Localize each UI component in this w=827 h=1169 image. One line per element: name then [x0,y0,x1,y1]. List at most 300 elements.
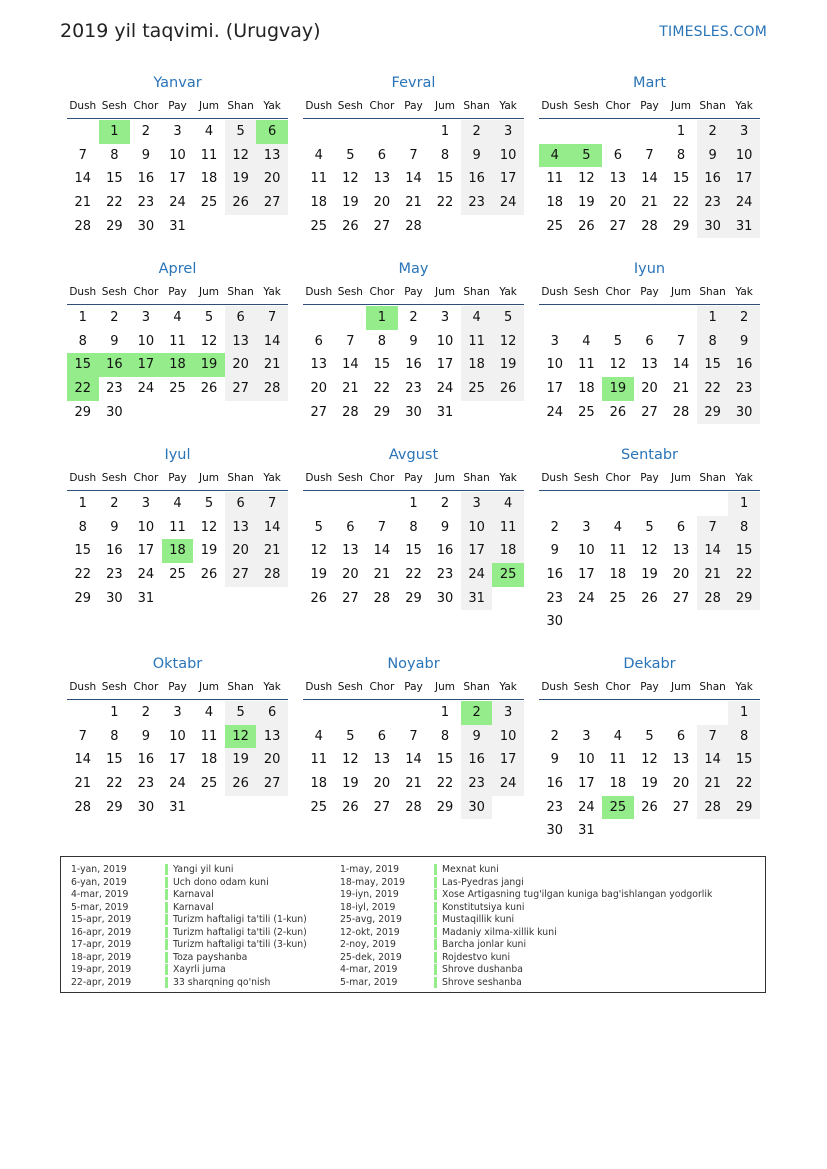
day-cell[interactable]: 2 [409,310,418,325]
holiday-day-cell[interactable]: 19 [602,377,634,401]
day-cell[interactable]: 26 [609,404,627,420]
day-cell[interactable]: 10 [137,333,155,349]
day-cell[interactable]: 4 [492,492,524,516]
day-cell[interactable]: 6 [676,728,686,744]
day-cell[interactable]: 17 [461,539,493,563]
day-cell[interactable]: 9 [728,330,760,354]
day-cell[interactable]: 12 [342,171,359,187]
day-cell[interactable]: 8 [728,516,760,540]
day-cell[interactable]: 18 [200,752,218,768]
day-cell[interactable]: 8 [440,728,450,744]
day-cell[interactable]: 25 [169,381,186,397]
holiday-day-cell[interactable]: 22 [67,377,99,401]
day-cell[interactable]: 16 [697,167,729,191]
day-cell[interactable]: 22 [672,195,690,211]
day-cell[interactable]: 14 [74,171,92,187]
day-cell[interactable]: 14 [342,357,359,373]
day-cell[interactable]: 24 [137,381,155,397]
day-cell[interactable]: 13 [342,543,359,559]
day-cell[interactable]: 23 [436,567,454,583]
day-cell[interactable]: 23 [137,776,155,792]
day-cell[interactable]: 16 [461,748,493,772]
day-cell[interactable]: 3 [728,120,760,144]
day-cell[interactable]: 28 [672,404,690,420]
day-cell[interactable]: 18 [609,567,627,583]
day-cell[interactable]: 24 [436,381,454,397]
day-cell[interactable]: 9 [697,144,729,168]
holiday-day-cell[interactable]: 17 [130,353,162,377]
day-cell[interactable]: 14 [405,171,422,187]
day-cell[interactable]: 30 [405,404,422,420]
day-cell[interactable]: 16 [461,167,493,191]
day-cell[interactable]: 29 [728,587,760,611]
day-cell[interactable]: 13 [310,357,328,373]
day-cell[interactable]: 11 [200,728,218,744]
day-cell[interactable]: 29 [436,799,454,815]
day-cell[interactable]: 3 [141,496,151,511]
day-cell[interactable]: 15 [74,543,92,559]
day-cell[interactable]: 23 [137,195,155,211]
day-cell[interactable]: 13 [672,752,690,768]
day-cell[interactable]: 9 [141,147,151,163]
day-cell[interactable]: 29 [405,590,422,606]
day-cell[interactable]: 2 [550,728,559,744]
day-cell[interactable]: 6 [613,147,623,163]
day-cell[interactable]: 16 [546,776,564,792]
day-cell[interactable]: 24 [461,563,493,587]
day-cell[interactable]: 25 [200,776,218,792]
day-cell[interactable]: 28 [641,218,658,234]
day-cell[interactable]: 13 [609,171,627,187]
day-cell[interactable]: 2 [461,120,493,144]
day-cell[interactable]: 24 [578,590,595,606]
day-cell[interactable]: 1 [110,705,119,720]
day-cell[interactable]: 26 [225,772,257,796]
day-cell[interactable]: 25 [461,377,493,401]
day-cell[interactable]: 13 [256,725,288,749]
day-cell[interactable]: 17 [578,776,595,792]
day-cell[interactable]: 10 [492,144,524,168]
day-cell[interactable]: 16 [137,171,155,187]
holiday-day-cell[interactable]: 25 [492,563,524,587]
day-cell[interactable]: 27 [342,590,359,606]
day-cell[interactable]: 16 [436,543,454,559]
day-cell[interactable]: 31 [578,823,595,839]
day-cell[interactable]: 12 [492,330,524,354]
day-cell[interactable]: 26 [342,218,359,234]
day-cell[interactable]: 28 [256,563,288,587]
day-cell[interactable]: 4 [461,306,493,330]
day-cell[interactable]: 27 [256,191,288,215]
day-cell[interactable]: 15 [436,752,454,768]
day-cell[interactable]: 25 [609,590,627,606]
day-cell[interactable]: 18 [310,195,328,211]
day-cell[interactable]: 6 [225,492,257,516]
day-cell[interactable]: 7 [78,147,87,163]
day-cell[interactable]: 22 [697,377,729,401]
day-cell[interactable]: 10 [169,147,186,163]
day-cell[interactable]: 21 [342,381,359,397]
day-cell[interactable]: 2 [728,306,760,330]
day-cell[interactable]: 24 [492,772,524,796]
day-cell[interactable]: 5 [225,120,257,144]
day-cell[interactable]: 11 [609,752,627,768]
day-cell[interactable]: 21 [697,563,729,587]
day-cell[interactable]: 10 [169,728,186,744]
day-cell[interactable]: 26 [492,377,524,401]
day-cell[interactable]: 8 [78,519,87,535]
day-cell[interactable]: 29 [373,404,391,420]
day-cell[interactable]: 20 [225,539,257,563]
day-cell[interactable]: 14 [697,748,729,772]
day-cell[interactable]: 9 [141,728,151,744]
day-cell[interactable]: 27 [225,377,257,401]
day-cell[interactable]: 1 [409,496,418,511]
day-cell[interactable]: 6 [314,333,323,349]
day-cell[interactable]: 25 [578,404,595,420]
day-cell[interactable]: 7 [697,516,729,540]
day-cell[interactable]: 5 [346,728,355,744]
day-cell[interactable]: 7 [346,333,355,349]
day-cell[interactable]: 27 [373,799,391,815]
day-cell[interactable]: 5 [314,519,323,535]
day-cell[interactable]: 13 [373,752,391,768]
day-cell[interactable]: 14 [256,516,288,540]
day-cell[interactable]: 4 [314,728,323,744]
day-cell[interactable]: 6 [377,147,387,163]
day-cell[interactable]: 27 [256,772,288,796]
day-cell[interactable]: 20 [609,195,627,211]
day-cell[interactable]: 29 [106,218,123,234]
day-cell[interactable]: 17 [546,381,564,397]
day-cell[interactable]: 11 [310,171,328,187]
day-cell[interactable]: 21 [641,195,658,211]
day-cell[interactable]: 17 [492,167,524,191]
holiday-day-cell[interactable]: 1 [99,120,131,144]
day-cell[interactable]: 1 [78,310,87,325]
day-cell[interactable]: 1 [728,492,760,516]
day-cell[interactable]: 19 [225,748,257,772]
day-cell[interactable]: 29 [74,590,92,606]
day-cell[interactable]: 9 [110,519,119,535]
day-cell[interactable]: 30 [137,218,155,234]
day-cell[interactable]: 3 [440,310,450,325]
day-cell[interactable]: 21 [74,195,92,211]
day-cell[interactable]: 2 [141,124,151,139]
day-cell[interactable]: 25 [546,218,564,234]
day-cell[interactable]: 11 [578,357,595,373]
day-cell[interactable]: 29 [106,799,123,815]
day-cell[interactable]: 4 [204,705,214,720]
day-cell[interactable]: 30 [697,215,729,239]
holiday-day-cell[interactable]: 1 [366,306,398,330]
day-cell[interactable]: 7 [256,306,288,330]
day-cell[interactable]: 31 [461,587,493,611]
day-cell[interactable]: 1 [440,705,450,720]
day-cell[interactable]: 12 [310,543,328,559]
day-cell[interactable]: 17 [728,167,760,191]
day-cell[interactable]: 19 [641,776,658,792]
day-cell[interactable]: 5 [645,519,654,535]
day-cell[interactable]: 30 [461,796,493,820]
site-link[interactable]: TIMESLES.COM [659,24,767,40]
day-cell[interactable]: 31 [169,218,186,234]
day-cell[interactable]: 10 [578,752,595,768]
day-cell[interactable]: 20 [342,567,359,583]
day-cell[interactable]: 6 [225,306,257,330]
day-cell[interactable]: 1 [676,124,686,139]
day-cell[interactable]: 8 [440,147,450,163]
day-cell[interactable]: 1 [78,496,87,511]
day-cell[interactable]: 28 [256,377,288,401]
day-cell[interactable]: 22 [106,776,123,792]
day-cell[interactable]: 28 [74,218,92,234]
day-cell[interactable]: 26 [310,590,328,606]
day-cell[interactable]: 26 [225,191,257,215]
day-cell[interactable]: 27 [225,563,257,587]
day-cell[interactable]: 18 [546,195,564,211]
day-cell[interactable]: 6 [377,728,387,744]
day-cell[interactable]: 1 [440,124,450,139]
day-cell[interactable]: 1 [697,306,729,330]
day-cell[interactable]: 15 [672,171,690,187]
day-cell[interactable]: 15 [436,171,454,187]
day-cell[interactable]: 15 [728,539,760,563]
day-cell[interactable]: 22 [106,195,123,211]
day-cell[interactable]: 30 [106,590,123,606]
day-cell[interactable]: 26 [200,567,218,583]
day-cell[interactable]: 5 [346,147,355,163]
day-cell[interactable]: 5 [204,310,214,325]
holiday-day-cell[interactable]: 12 [225,725,257,749]
day-cell[interactable]: 20 [256,167,288,191]
day-cell[interactable]: 8 [110,728,119,744]
day-cell[interactable]: 3 [582,519,591,535]
day-cell[interactable]: 23 [461,191,493,215]
day-cell[interactable]: 23 [546,799,564,815]
day-cell[interactable]: 17 [169,752,186,768]
day-cell[interactable]: 10 [546,357,564,373]
day-cell[interactable]: 19 [200,543,218,559]
day-cell[interactable]: 4 [173,310,182,325]
day-cell[interactable]: 23 [461,772,493,796]
day-cell[interactable]: 19 [225,167,257,191]
day-cell[interactable]: 12 [200,519,218,535]
holiday-day-cell[interactable]: 6 [256,120,288,144]
day-cell[interactable]: 18 [578,381,595,397]
day-cell[interactable]: 12 [609,357,627,373]
day-cell[interactable]: 10 [436,333,454,349]
day-cell[interactable]: 23 [405,381,422,397]
day-cell[interactable]: 30 [137,799,155,815]
day-cell[interactable]: 16 [106,543,123,559]
day-cell[interactable]: 17 [137,543,155,559]
day-cell[interactable]: 29 [74,404,92,420]
holiday-day-cell[interactable]: 25 [602,796,634,820]
day-cell[interactable]: 31 [169,799,186,815]
day-cell[interactable]: 5 [492,306,524,330]
day-cell[interactable]: 30 [728,401,760,425]
day-cell[interactable]: 30 [436,590,454,606]
day-cell[interactable]: 15 [373,357,391,373]
day-cell[interactable]: 12 [641,752,658,768]
day-cell[interactable]: 21 [256,353,288,377]
day-cell[interactable]: 4 [582,333,591,349]
day-cell[interactable]: 9 [550,543,559,559]
day-cell[interactable]: 27 [373,218,391,234]
day-cell[interactable]: 6 [645,333,654,349]
day-cell[interactable]: 22 [436,195,454,211]
day-cell[interactable]: 14 [256,330,288,354]
day-cell[interactable]: 18 [200,171,218,187]
day-cell[interactable]: 11 [609,543,627,559]
day-cell[interactable]: 20 [641,381,658,397]
day-cell[interactable]: 28 [405,218,422,234]
day-cell[interactable]: 9 [461,725,493,749]
day-cell[interactable]: 13 [225,330,257,354]
day-cell[interactable]: 4 [173,496,182,511]
day-cell[interactable]: 29 [697,401,729,425]
day-cell[interactable]: 22 [74,567,92,583]
day-cell[interactable]: 14 [672,357,690,373]
day-cell[interactable]: 28 [373,590,391,606]
day-cell[interactable]: 7 [377,519,387,535]
day-cell[interactable]: 23 [106,567,123,583]
day-cell[interactable]: 28 [74,799,92,815]
day-cell[interactable]: 22 [728,772,760,796]
day-cell[interactable]: 23 [697,191,729,215]
day-cell[interactable]: 25 [310,218,328,234]
day-cell[interactable]: 26 [641,590,658,606]
day-cell[interactable]: 9 [110,333,119,349]
day-cell[interactable]: 24 [492,191,524,215]
day-cell[interactable]: 10 [728,144,760,168]
day-cell[interactable]: 20 [373,195,391,211]
day-cell[interactable]: 7 [409,147,418,163]
day-cell[interactable]: 9 [409,333,418,349]
day-cell[interactable]: 14 [405,752,422,768]
day-cell[interactable]: 8 [377,333,387,349]
day-cell[interactable]: 7 [645,147,654,163]
day-cell[interactable]: 15 [106,752,123,768]
day-cell[interactable]: 8 [409,519,418,535]
day-cell[interactable]: 6 [256,701,288,725]
day-cell[interactable]: 19 [310,567,328,583]
day-cell[interactable]: 11 [310,752,328,768]
day-cell[interactable]: 15 [106,171,123,187]
day-cell[interactable]: 22 [728,563,760,587]
day-cell[interactable]: 3 [492,701,524,725]
day-cell[interactable]: 12 [641,543,658,559]
day-cell[interactable]: 18 [609,776,627,792]
day-cell[interactable]: 7 [256,492,288,516]
day-cell[interactable]: 5 [613,333,623,349]
day-cell[interactable]: 25 [200,195,218,211]
day-cell[interactable]: 12 [225,144,257,168]
day-cell[interactable]: 8 [697,330,729,354]
day-cell[interactable]: 24 [169,776,186,792]
day-cell[interactable]: 11 [461,330,493,354]
day-cell[interactable]: 27 [310,404,328,420]
day-cell[interactable]: 24 [169,195,186,211]
day-cell[interactable]: 23 [728,377,760,401]
day-cell[interactable]: 10 [578,543,595,559]
day-cell[interactable]: 11 [169,519,186,535]
day-cell[interactable]: 6 [346,519,355,535]
day-cell[interactable]: 6 [676,519,686,535]
day-cell[interactable]: 22 [436,776,454,792]
day-cell[interactable]: 28 [405,799,422,815]
day-cell[interactable]: 8 [728,725,760,749]
day-cell[interactable]: 21 [405,195,422,211]
day-cell[interactable]: 9 [550,752,559,768]
day-cell[interactable]: 28 [697,796,729,820]
holiday-day-cell[interactable]: 16 [99,353,131,377]
day-cell[interactable]: 19 [342,776,359,792]
day-cell[interactable]: 4 [314,147,323,163]
holiday-day-cell[interactable]: 19 [193,353,225,377]
day-cell[interactable]: 21 [672,381,690,397]
day-cell[interactable]: 26 [641,799,658,815]
day-cell[interactable]: 8 [110,147,119,163]
day-cell[interactable]: 12 [342,752,359,768]
day-cell[interactable]: 5 [225,701,257,725]
day-cell[interactable]: 1 [728,701,760,725]
day-cell[interactable]: 24 [578,799,595,815]
day-cell[interactable]: 3 [492,120,524,144]
day-cell[interactable]: 5 [645,728,654,744]
day-cell[interactable]: 20 [225,353,257,377]
day-cell[interactable]: 11 [546,171,564,187]
day-cell[interactable]: 19 [641,567,658,583]
day-cell[interactable]: 27 [609,218,627,234]
day-cell[interactable]: 24 [546,404,564,420]
day-cell[interactable]: 27 [672,590,690,606]
day-cell[interactable]: 16 [546,567,564,583]
day-cell[interactable]: 3 [550,333,559,349]
day-cell[interactable]: 11 [492,516,524,540]
day-cell[interactable]: 28 [697,587,729,611]
day-cell[interactable]: 25 [310,799,328,815]
holiday-day-cell[interactable]: 18 [162,539,194,563]
day-cell[interactable]: 26 [342,799,359,815]
day-cell[interactable]: 25 [169,567,186,583]
day-cell[interactable]: 17 [436,357,454,373]
day-cell[interactable]: 9 [461,144,493,168]
day-cell[interactable]: 11 [200,147,218,163]
day-cell[interactable]: 13 [256,144,288,168]
day-cell[interactable]: 2 [110,496,119,511]
day-cell[interactable]: 19 [578,195,595,211]
day-cell[interactable]: 23 [546,590,564,606]
day-cell[interactable]: 24 [137,567,155,583]
day-cell[interactable]: 30 [546,823,564,839]
day-cell[interactable]: 16 [405,357,422,373]
day-cell[interactable]: 22 [373,381,391,397]
day-cell[interactable]: 3 [461,492,493,516]
holiday-day-cell[interactable]: 15 [67,353,99,377]
day-cell[interactable]: 18 [492,539,524,563]
day-cell[interactable]: 2 [141,705,151,720]
day-cell[interactable]: 17 [578,567,595,583]
day-cell[interactable]: 10 [137,519,155,535]
day-cell[interactable]: 19 [492,353,524,377]
day-cell[interactable]: 20 [310,381,328,397]
day-cell[interactable]: 21 [697,772,729,796]
day-cell[interactable]: 13 [641,357,658,373]
day-cell[interactable]: 16 [728,353,760,377]
day-cell[interactable]: 21 [74,776,92,792]
